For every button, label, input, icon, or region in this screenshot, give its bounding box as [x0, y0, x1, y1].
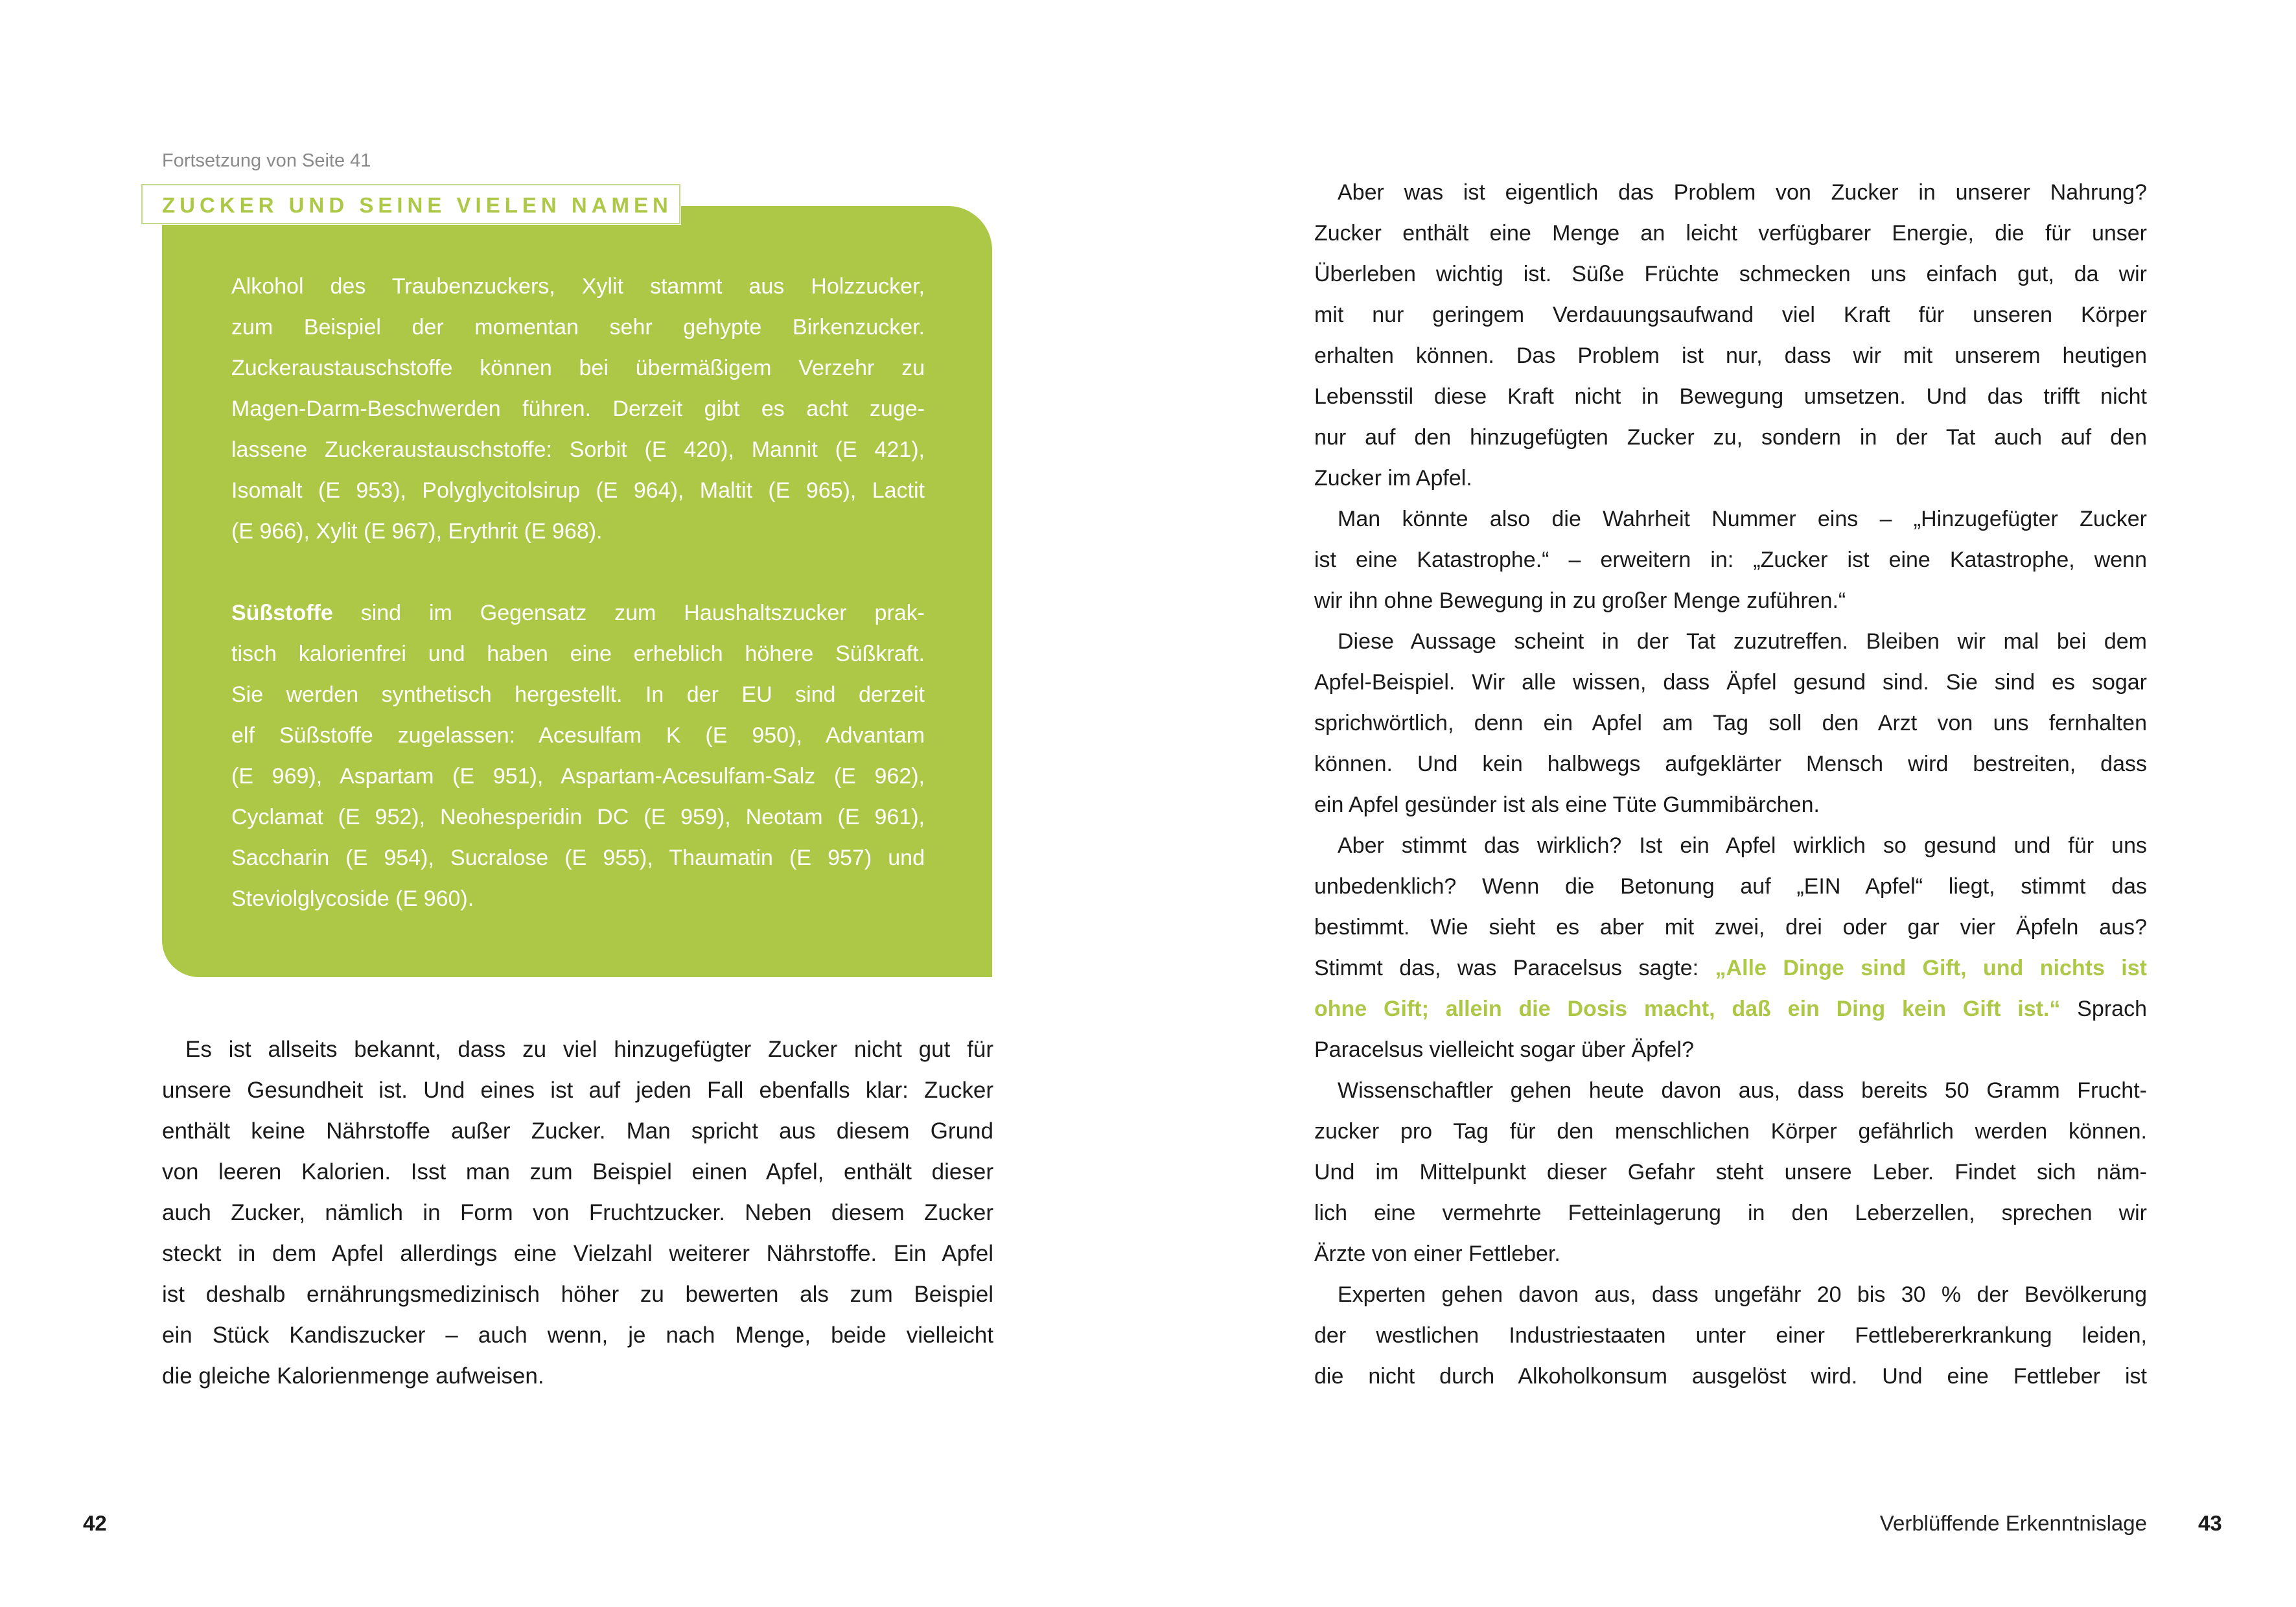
- text-run: elf Süßstoffe zugelassen: Acesulfam K (E 950), Advantam: [231, 723, 925, 748]
- left-body-text: [162, 1029, 993, 1396]
- bold-term: Süßstoffe: [231, 601, 333, 625]
- text-line: [231, 838, 925, 879]
- right-body-text: [1314, 172, 2147, 1397]
- text-line: [1314, 826, 2147, 866]
- text-run: Man könnte also die Wahrheit Nummer eins – „Hinzugefügter Zucker: [1338, 507, 2147, 531]
- text-run: Sprach: [2060, 997, 2147, 1021]
- text-run: steckt in dem Apfel allerdings eine Vielzahl weiterer Nährstoffe. Ein Apfel: [162, 1241, 993, 1266]
- highlighted-quote: „Alle Dinge sind Gift, und nichts ist: [1715, 956, 2147, 980]
- text-run: Ärzte von einer Fettleber.: [1314, 1242, 1560, 1266]
- text-line: [1314, 540, 2147, 581]
- text-line: [1314, 785, 2147, 826]
- text-line: [162, 1111, 993, 1151]
- text-run: sind im Gegensatz zum Haushaltszucker prak-: [332, 601, 925, 625]
- text-run: enthält keine Nährstoffe außer Zucker. Man spricht aus diesem Grund: [162, 1118, 993, 1144]
- text-line: [1314, 581, 2147, 621]
- text-line: [1314, 1193, 2147, 1234]
- text-run: Zuckeraustauschstoffe können bei übermäßigem Verzehr zu: [231, 356, 925, 380]
- text-line: [162, 1070, 993, 1111]
- text-line: [1314, 1152, 2147, 1193]
- text-run: nur auf den hinzugefügten Zucker zu, sondern in der Tat auch auf den: [1314, 425, 2147, 450]
- text-line: [1314, 336, 2147, 376]
- text-run: zucker pro Tag für den menschlichen Körper gefährlich werden können.: [1314, 1119, 2147, 1144]
- text-line: [231, 266, 925, 307]
- text-run: Aber stimmt das wirklich? Ist ein Apfel wirklich so gesund und für uns: [1338, 833, 2147, 858]
- text-line: [231, 634, 925, 675]
- text-line: [231, 715, 925, 756]
- text-line: [1314, 172, 2147, 213]
- text-run: sprichwörtlich, denn ein Apfel am Tag soll den Arzt von uns fernhalten: [1314, 711, 2147, 735]
- text-line: [1314, 458, 2147, 499]
- text-run: erhalten können. Das Problem ist nur, dass wir mit unserem heutigen: [1314, 343, 2147, 368]
- text-line: [1314, 376, 2147, 417]
- text-run: Stimmt das, was Paracelsus sagte:: [1314, 956, 1715, 980]
- text-run: unsere Gesundheit ist. Und eines ist auf jeden Fall ebenfalls klar: Zucker: [162, 1078, 993, 1103]
- text-line: [162, 1356, 993, 1396]
- text-run: Saccharin (E 954), Sucralose (E 955), Thaumatin (E 957) und: [231, 846, 925, 870]
- text-line: [1314, 417, 2147, 458]
- text-line: [1314, 703, 2147, 744]
- box-heading-frame: [141, 184, 680, 224]
- text-run: ein Apfel gesünder ist als eine Tüte Gummibärchen.: [1314, 792, 1820, 817]
- continuation-note: Fortsetzung von Seite 41: [162, 150, 371, 171]
- text-line: [1314, 744, 2147, 785]
- page-number-left: 42: [83, 1511, 107, 1535]
- text-line: [162, 1192, 993, 1233]
- text-run: Magen-Darm-Beschwerden führen. Derzeit gibt es acht zuge-: [231, 397, 925, 421]
- text-line: [1314, 499, 2147, 540]
- text-run: (E 966), Xylit (E 967), Erythrit (E 968).: [231, 519, 603, 544]
- text-run: Diese Aussage scheint in der Tat zuzutreffen. Bleiben wir mal bei dem: [1338, 629, 2147, 654]
- text-line: [1314, 1275, 2147, 1315]
- text-line: [1314, 1234, 2147, 1275]
- text-run: Cyclamat (E 952), Neohesperidin DC (E 959), Neotam (E 961),: [231, 805, 925, 829]
- text-run: Sie werden synthetisch hergestellt. In der EU sind derzeit: [231, 682, 925, 707]
- text-run: Es ist allseits bekannt, dass zu viel hinzugefügter Zucker nicht gut für: [185, 1037, 993, 1062]
- text-run: Isomalt (E 953), Polyglycitolsirup (E 964), Maltit (E 965), Lactit: [231, 478, 925, 503]
- page-number-right: 43: [2198, 1511, 2222, 1535]
- text-run: lich eine vermehrte Fetteinlagerung in den Leberzellen, sprechen wir: [1314, 1201, 2147, 1225]
- text-run: die nicht durch Alkoholkonsum ausgelöst wird. Und eine Fettleber ist: [1314, 1364, 2147, 1389]
- text-run: wir ihn ohne Bewegung in zu großer Menge zuführen.“: [1314, 588, 1846, 613]
- text-run: mit nur geringem Verdauungsaufwand viel Kraft für unseren Körper: [1314, 303, 2147, 327]
- text-run: Steviolglycoside (E 960).: [231, 886, 474, 911]
- text-line: [162, 1029, 993, 1070]
- text-run: ist eine Katastrophe.“ – erweitern in: „Zucker ist eine Katastrophe, wenn: [1314, 548, 2147, 572]
- text-line: [162, 1315, 993, 1356]
- text-line: [1314, 1030, 2147, 1070]
- text-line: [231, 797, 925, 838]
- text-run: Apfel-Beispiel. Wir alle wissen, dass Äpfel gesund sind. Sie sind es sogar: [1314, 670, 2147, 695]
- text-line: [1314, 907, 2147, 948]
- text-line: [231, 470, 925, 511]
- text-line: [1314, 254, 2147, 295]
- text-run: Paracelsus vielleicht sogar über Äpfel?: [1314, 1037, 1694, 1062]
- text-line: [231, 593, 925, 634]
- text-line: [1314, 662, 2147, 703]
- running-head: Verblüffende Erkenntnislage: [1879, 1511, 2147, 1535]
- text-run: Zucker enthält eine Menge an leicht verfügbarer Energie, die für unser: [1314, 221, 2147, 246]
- text-line: [1314, 213, 2147, 254]
- text-line: [162, 1233, 993, 1274]
- text-line: [1314, 948, 2147, 989]
- text-line: [162, 1151, 993, 1192]
- text-run: (E 969), Aspartam (E 951), Aspartam-Acesulfam-Salz (E 962),: [231, 764, 925, 789]
- text-line: [231, 756, 925, 797]
- text-line: [162, 1274, 993, 1315]
- text-line: [1314, 989, 2147, 1030]
- text-line: [231, 675, 925, 715]
- text-run: ist deshalb ernährungsmedizinisch höher zu bewerten als zum Beispiel: [162, 1282, 993, 1307]
- text-line: [1314, 295, 2147, 336]
- text-run: Zucker im Apfel.: [1314, 466, 1472, 491]
- text-run: ein Stück Kandiszucker – auch wenn, je nach Menge, beide vielleicht: [162, 1323, 993, 1348]
- text-line: [1314, 1111, 2147, 1152]
- text-run: unbedenklich? Wenn die Betonung auf „EIN Apfel“ liegt, stimmt das: [1314, 874, 2147, 899]
- text-line: [231, 879, 925, 919]
- text-line: [1314, 1356, 2147, 1397]
- text-run: von leeren Kalorien. Isst man zum Beispiel einen Apfel, enthält dieser: [162, 1159, 993, 1185]
- text-line: [1314, 1315, 2147, 1356]
- text-run: Und im Mittelpunkt dieser Gefahr steht unsere Leber. Findet sich näm-: [1314, 1160, 2147, 1185]
- text-run: können. Und kein halbwegs aufgeklärter Mensch wird bestreiten, dass: [1314, 752, 2147, 776]
- paragraph-gap: [231, 552, 925, 593]
- text-run: lassene Zuckeraustauschstoffe: Sorbit (E 420), Mannit (E 421),: [231, 437, 925, 462]
- box-heading: ZUCKER UND SEINE VIELEN NAMEN: [162, 193, 673, 217]
- text-run: Überleben wichtig ist. Süße Früchte schmecken uns einfach gut, da wir: [1314, 262, 2147, 286]
- text-run: Alkohol des Traubenzuckers, Xylit stammt aus Holzzucker,: [231, 274, 925, 299]
- text-run: tisch kalorienfrei und haben eine erheblich höhere Süßkraft.: [231, 642, 925, 666]
- text-line: [1314, 866, 2147, 907]
- text-run: zum Beispiel der momentan sehr gehypte Birkenzucker.: [231, 315, 925, 340]
- text-run: Experten gehen davon aus, dass ungefähr 20 bis 30 % der Bevölkerung: [1338, 1282, 2147, 1307]
- text-line: [231, 430, 925, 470]
- text-line: [1314, 1070, 2147, 1111]
- text-run: Lebensstil diese Kraft nicht in Bewegung umsetzen. Und das trifft nicht: [1314, 384, 2147, 409]
- text-line: [1314, 621, 2147, 662]
- box-text: [231, 266, 925, 919]
- text-run: auch Zucker, nämlich in Form von Fruchtzucker. Neben diesem Zucker: [162, 1200, 993, 1225]
- text-run: die gleiche Kalorienmenge aufweisen.: [162, 1363, 544, 1389]
- text-line: [231, 348, 925, 389]
- text-line: [231, 307, 925, 348]
- text-run: Aber was ist eigentlich das Problem von Zucker in unserer Nahrung?: [1338, 180, 2147, 205]
- text-run: bestimmt. Wie sieht es aber mit zwei, drei oder gar vier Äpfeln aus?: [1314, 915, 2147, 940]
- text-line: [231, 511, 925, 552]
- text-line: [231, 389, 925, 430]
- text-run: Wissenschaftler gehen heute davon aus, dass bereits 50 Gramm Frucht-: [1338, 1078, 2147, 1103]
- highlighted-quote: ohne Gift; allein die Dosis macht, daß ein Ding kein Gift ist.“: [1314, 997, 2061, 1021]
- text-run: der westlichen Industriestaaten unter einer Fettlebererkrankung leiden,: [1314, 1323, 2147, 1348]
